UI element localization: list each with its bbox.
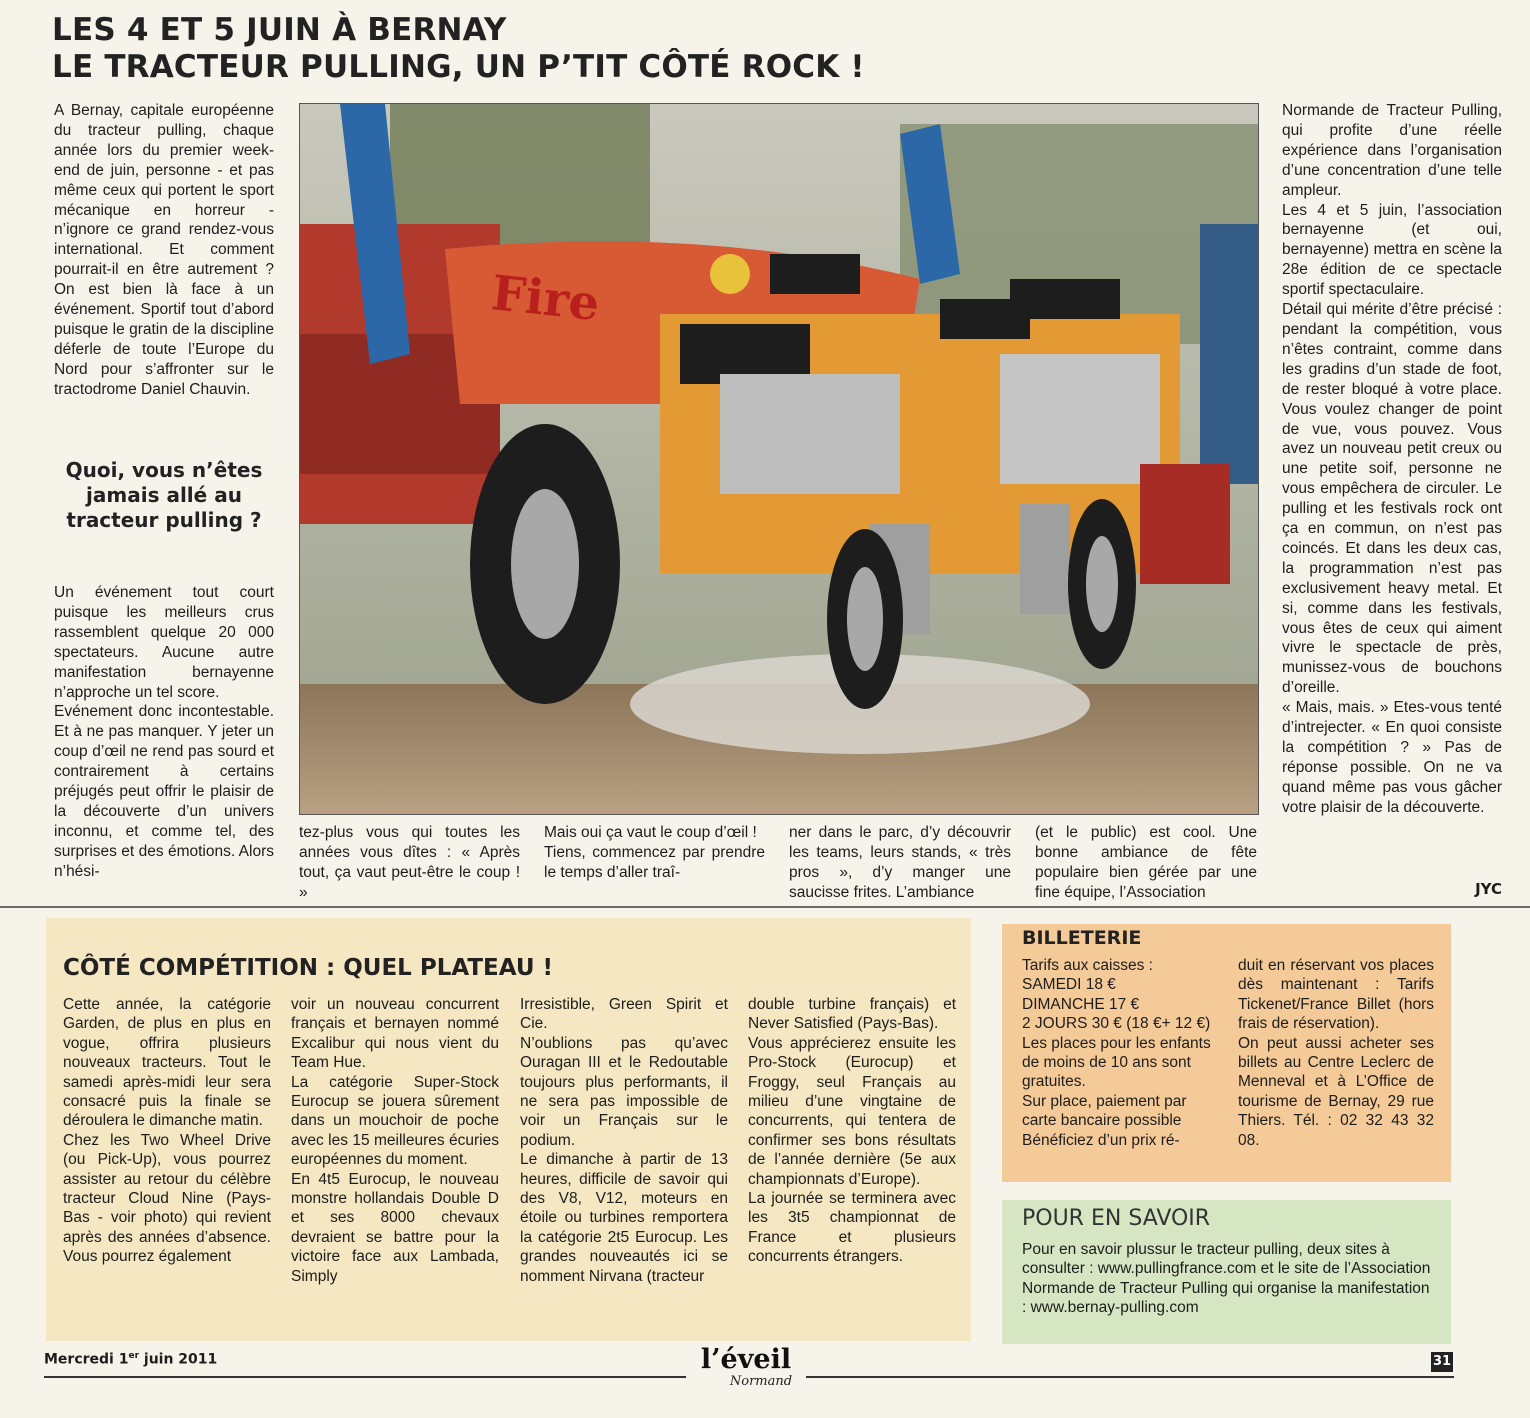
article-paragraph: Normande de Tracteur Pulling, qui profite d’une réelle expérience dans l’organisation d’une concentration d’une telle ampleur. (1282, 102, 1502, 199)
billeterie-column-2 (1238, 956, 1434, 1150)
pour-en-savoir-text: Pour en savoir plussur le tracteur pulling, deux sites à consulter : www.pullingfrance.com et le site de l’Association Normande de Tracteur Pulling qui organise la manifestation : www.bernay-pulling.com (1022, 1241, 1431, 1317)
competition-column-2 (291, 995, 499, 1286)
billeterie-line: Bénéficiez d’un prix ré- (1022, 1131, 1180, 1149)
author-signature: JYC (1475, 880, 1502, 898)
article-paragraph: Détail qui mérite d’être précisé : pendant la compétition, vous n’êtes contraint, comme dans les gradins d’un stade de foot, de rester bloqué à votre place. Vous voulez changer de point de vue, vous pouvez. Vous avez un nouveau petit creux ou une petite soif, personne ne vous empêchera de circuler. Le pulling et les festivals rock ont ça en commun, on n’est pas coincés. Et dans les deux cas, la programmation n’est pas exclusivement heavy metal. Et si, comme dans les festivals, vous êtes de ceux qui aiment vivre le spectacle de près, munissez-vous de bouchons d’oreille. (1282, 301, 1502, 697)
article-column-5 (1035, 823, 1257, 903)
article-paragraph: ner dans le parc, d’y découvrir les teams, leurs stands, « très pros », d’y manger une saucisse frites. L’ambiance (789, 824, 1011, 901)
article-paragraph: tez-plus vous qui toutes les années vous dîtes : « Après tout, ça vaut peut-être le coup ! » (299, 824, 520, 901)
section-divider (0, 906, 1530, 908)
article-column-1 (54, 101, 274, 400)
competition-paragraph: Cette année, la catégorie Garden, de plus en plus en vogue, offrira plusieurs nouveaux tracteurs. Tout le samedi après-midi leur sera consacré puis la finale se déroulera le dimanche matin. (63, 996, 271, 1130)
article-paragraph: « Mais, mais. » Etes-vous tenté d’intrejecter. « En quoi consiste la compétition ? » Pas de réponse possible. On ne va quand même pas vous gâcher votre plaisir de la découverte. (1282, 699, 1502, 816)
page-number: 31 (1431, 1352, 1453, 1372)
billeterie-line: 2 JOURS 30 € (18 €+ 12 €) (1022, 1015, 1211, 1033)
article-column-6 (1282, 101, 1502, 818)
headline (52, 12, 1152, 86)
billeterie-line: Tarifs aux caisses : (1022, 957, 1153, 974)
billeterie-title: BILLETERIE (1022, 927, 1142, 949)
competition-paragraph: Vous apprécierez ensuite les Pro-Stock (Eurocup) et Froggy, seul Français au milieu d’une vingtaine de concurrents, qui tentera de confirmer ses bons résultats de l’année dernière (5e aux championnats d’Europe). (748, 1034, 956, 1188)
headline-line-2: LE TRACTEUR PULLING, UN P’TIT CÔTÉ ROCK ! (52, 49, 865, 85)
article-paragraph: Un événement tout court puisque les meilleurs crus rassemblent quelque 20 000 spectateurs. Aucune autre manifestation bernayenne n’approche un tel score. (54, 584, 274, 701)
competition-paragraph: Le dimanche à partir de 13 heures, difficile de savoir qui des V8, V12, moteurs en étoile ou turbines remportera la catégorie 2t5 Eurocup. Les grandes nouveautés ici se nomment Nirvana (tracteur (520, 1151, 728, 1285)
article-column-1b (54, 583, 274, 882)
billeterie-line: DIMANCHE 17 € (1022, 995, 1140, 1013)
logo-sub: Normand (729, 1374, 793, 1389)
competition-paragraph: voir un nouveau concurrent français et bernayen nommé Excalibur qui nous vient du Team Hue. (291, 996, 499, 1072)
article-column-4 (789, 823, 1011, 903)
competition-column-1 (63, 995, 271, 1267)
article-column-2 (299, 823, 520, 903)
billeterie-column-1 (1022, 956, 1218, 1150)
footer-date (44, 1351, 217, 1368)
article-paragraph: A Bernay, capitale européenne du tracteur pulling, chaque année lors du premier week-end de juin, personne - et pas même ceux qui portent le sport mécanique en horreur - n’ignore ce grand rendez-vous international. Et comment pourrait-il en être autrement ? On est bien là face à un événement. Sportif tout d’abord puisque le gratin de la discipline déferle de toute l’Europe du Nord pour s’affronter sur le tractodrome Daniel Chauvin. (54, 102, 274, 398)
billeterie-line: Les places pour les enfants de moins de 10 ans sont gratuites. (1022, 1034, 1211, 1091)
competition-paragraph: En 4t5 Eurocup, le nouveau monstre hollandais Double D et ses 8000 chevaux devraient se battre pour la victoire face aux Lambada, Simply (291, 1170, 499, 1285)
footer-date-day: Mercredi 1 (44, 1351, 129, 1368)
article-paragraph: Mais oui ça vaut le coup d’œil ! (544, 824, 757, 841)
tractor-pulling-photo (299, 103, 1259, 815)
competition-column-3 (520, 995, 728, 1286)
competition-paragraph: Chez les Two Wheel Drive (ou Pick-Up), vous pourrez assister au retour du célèbre tracteur Cloud Nine (Pays-Bas - voir photo) qui revient après des années d’absence. Vous pourrez également (63, 1131, 271, 1266)
competition-paragraph: La catégorie Super-Stock Eurocup se jouera sûrement dans un mouchoir de poche avec les 15 meilleures écuries européennes du moment. (291, 1073, 499, 1169)
billeterie-line: duit en réservant vos places dès maintenant : Tarifs Tickenet/France Billet (hors frais de réservation). (1238, 957, 1434, 1033)
article-subhead: Quoi, vous n’êtes jamais allé au tracteur pulling ? (65, 458, 263, 532)
article-paragraph: Evénement donc incontestable. Et à ne pas manquer. Y jeter un coup d’œil ne rend pas sourd et contrairement à certains préjugés peut offrir le plaisir de la découverte d’un univers inconnu, et comme tel, des surprises et des émotions. Alors n’hési- (54, 703, 274, 880)
headline-line-1: LES 4 ET 5 JUIN À BERNAY (52, 12, 507, 48)
competition-title: CÔTÉ COMPÉTITION : QUEL PLATEAU ! (63, 955, 554, 981)
billeterie-line: On peut aussi acheter ses billets au Centre Leclerc de Menneval et à L’Office de tourisme de Bernay, 29 rue Thiers. Tél. : 02 32 43 32 08. (1238, 1034, 1434, 1149)
tractor-photo-illustration (300, 104, 1258, 814)
competition-paragraph: N’oublions pas qu’avec Ouragan III et le Redoutable toujours plus performants, il ne sera pas impossible de voir un Français sur le podium. (520, 1034, 728, 1149)
tractor-hood-text: Fire (488, 265, 603, 333)
competition-paragraph: La journée se terminera avec les 3t5 championnat de France et plusieurs concurrents étrangers. (748, 1190, 956, 1266)
billeterie-line: Sur place, paiement par carte bancaire possible (1022, 1092, 1187, 1130)
article-paragraph: (et le public) est cool. Une bonne ambiance de fête populaire bien gérée par une fine équipe, l’Association (1035, 824, 1257, 901)
footer-date-rest: juin 2011 (139, 1351, 218, 1368)
article-paragraph: Les 4 et 5 juin, l’association bernayenne (et oui, bernayenne) mettra en scène la 28e édition de ce spectacle sportif spectaculaire. (1282, 201, 1502, 299)
logo-main: l’éveil (700, 1344, 792, 1375)
competition-paragraph: double turbine français) et Never Satisfied (Pays-Bas). (748, 996, 956, 1033)
newspaper-logo (686, 1345, 806, 1391)
billeterie-line: SAMEDI 18 € (1022, 976, 1116, 994)
article-paragraph: Tiens, commencez par prendre le temps d’aller traî- (544, 843, 765, 881)
competition-column-4 (748, 995, 956, 1267)
competition-paragraph: Irresistible, Green Spirit et Cie. (520, 996, 728, 1033)
article-column-3 (544, 823, 765, 883)
footer-date-sup: er (128, 1351, 140, 1361)
pour-en-savoir-title: POUR EN SAVOIR (1022, 1206, 1211, 1231)
